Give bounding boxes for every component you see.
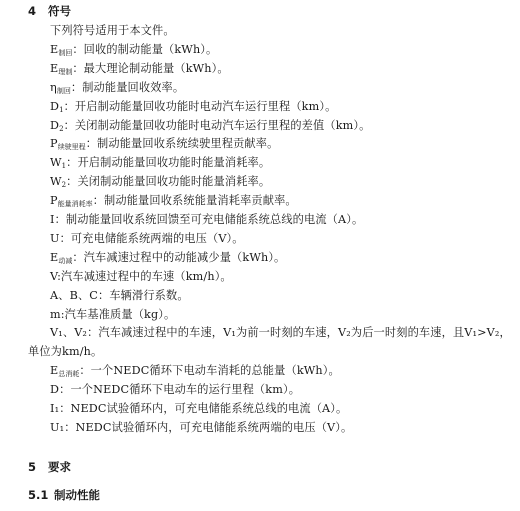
- section-title: 符号: [48, 4, 71, 18]
- symbol-subscript: 1: [61, 162, 67, 171]
- symbol-line: [50, 231, 244, 247]
- symbol-subscript: 续驶里程: [57, 143, 86, 152]
- symbol: W: [50, 175, 62, 189]
- symbol-subscript: 动减: [58, 256, 73, 265]
- symbol: D: [50, 99, 60, 113]
- symbol: W: [50, 156, 62, 170]
- symbol-line: [50, 363, 340, 382]
- symbol: P: [50, 194, 58, 208]
- symbol-description: ：一个NEDC循环下电动车消耗的总能量（kWh）。: [79, 364, 340, 378]
- section-number: 4: [28, 4, 37, 18]
- section-4-heading: [28, 3, 71, 19]
- symbol: I: [50, 213, 55, 226]
- line-text: 单位为km/h。: [28, 345, 103, 359]
- line-text: V₁、V₂：汽车减速过程中的车速，V₁为前一时刻的车速，V₂为后一时刻的车速，且V₁>V₂，: [50, 326, 511, 340]
- symbol-line: [50, 325, 511, 341]
- symbol-line: [50, 193, 297, 212]
- symbol-subscript: 总消耗: [58, 370, 80, 379]
- symbol-subscript: 2: [59, 124, 64, 133]
- symbol-description: ：制动能量回收系统续驶里程贡献率。: [85, 137, 279, 151]
- symbol-line: [50, 99, 336, 118]
- section-number: 5.1: [28, 488, 49, 502]
- symbol-line: [50, 174, 270, 193]
- line-text: A、B、C：车辆滑行系数。: [50, 288, 189, 302]
- symbol-description: ：最大理论制动能量（kWh）。: [72, 61, 229, 75]
- symbol: P: [50, 137, 58, 151]
- symbol-line: [50, 269, 232, 285]
- symbol: η: [50, 80, 57, 94]
- symbol-description: ：可充电储能系统两端的电压（V）。: [59, 231, 244, 245]
- line-text: V:汽车减速过程中的车速（km/h）。: [50, 269, 232, 283]
- symbol-line: [50, 155, 270, 174]
- symbol: E: [50, 364, 59, 378]
- symbol-line: [50, 42, 217, 61]
- symbol-subscript: 制回: [58, 48, 73, 57]
- symbol-description: ：制动能量回收系统回馈至可充电储能系统总线的电流（A）。: [54, 213, 364, 226]
- symbol-description: ：开启制动能量回收功能时能量消耗率。: [66, 156, 271, 170]
- symbol-description: ：开启制动能量回收功能时电动汽车运行里程（km）。: [63, 99, 337, 113]
- line-text: U₁：NEDC试验循环内，可充电储能系统两端的电压（V）。: [50, 420, 353, 434]
- symbol-description: ：关闭制动能量回收功能时能量消耗率。: [66, 175, 271, 189]
- symbol: E: [50, 61, 59, 75]
- symbol-line: [50, 61, 229, 80]
- symbol: E: [50, 42, 59, 56]
- line-text: D：一个NEDC循环下电动车的运行里程（km）。: [50, 383, 301, 397]
- symbol-line: [50, 420, 352, 436]
- symbol-line: [50, 307, 175, 323]
- symbol-description: ：制动能量回收系统能量消耗率贡献率。: [92, 194, 297, 208]
- symbol: E: [50, 250, 59, 264]
- section-5-1-heading: [28, 487, 100, 503]
- symbol-description: ：回收的制动能量（kWh）。: [72, 42, 218, 56]
- symbol: D: [50, 118, 60, 132]
- section-title: 制动性能: [54, 488, 100, 502]
- line-text: m:汽车基准质量（kg）。: [50, 307, 176, 321]
- line-text: I₁：NEDC试验循环内，可充电储能系统总线的电流（A）。: [50, 402, 348, 415]
- symbol-subscript: 能量消耗率: [57, 200, 93, 209]
- symbol-subscript: 1: [59, 105, 64, 114]
- symbol-line: [50, 118, 370, 137]
- symbol-line: [50, 288, 189, 304]
- symbol-line: [50, 136, 278, 155]
- symbol-description: ：制动能量回收效率。: [70, 80, 185, 94]
- symbol-subscript: 理制: [58, 67, 73, 76]
- symbol-line: [50, 212, 363, 228]
- line-text: 下列符号适用于本文件。: [50, 24, 175, 37]
- section-5-heading: [28, 459, 71, 475]
- symbol-description: ：汽车减速过程中的动能减少量（kWh）。: [72, 250, 286, 264]
- symbol-line: [50, 382, 300, 398]
- symbol-description: ：关闭制动能量回收功能时电动汽车运行里程的差值（km）。: [63, 118, 371, 132]
- symbol-line: [50, 401, 347, 417]
- symbol-subscript: 2: [61, 181, 67, 190]
- symbol-line: [50, 23, 175, 39]
- symbol: U: [50, 231, 60, 245]
- symbol-line: [50, 80, 184, 99]
- symbol-line: [28, 344, 102, 360]
- section-number: 5: [28, 460, 37, 474]
- section-title: 要求: [48, 460, 71, 474]
- symbol-subscript: 制回: [56, 86, 71, 95]
- symbol-line: [50, 250, 285, 269]
